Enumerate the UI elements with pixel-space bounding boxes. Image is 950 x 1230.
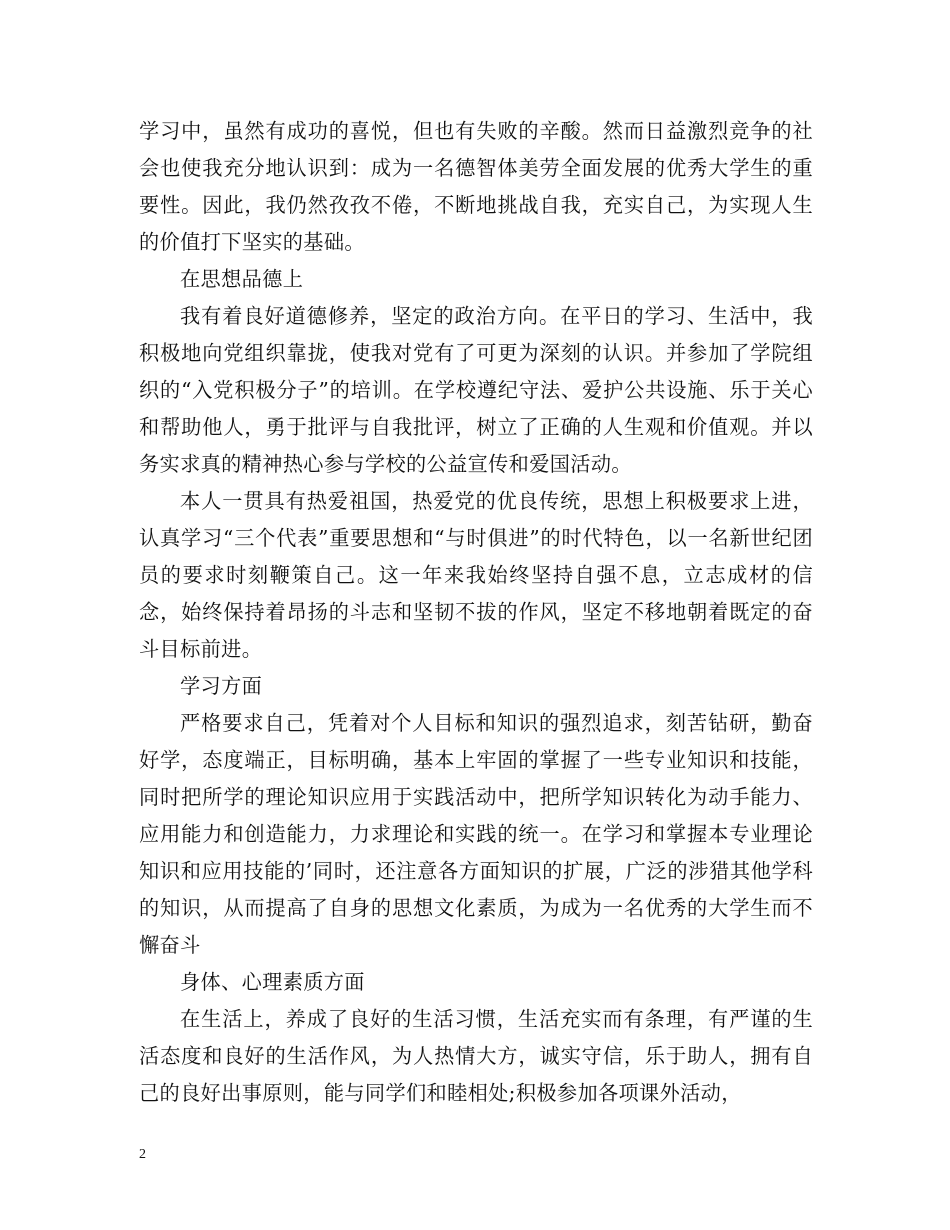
paragraph-moral-2: 本人一贯具有热爱祖国，热爱党的优良传统，思想上积极要求上进，认真学习“三个代表”重要思想和“与时俱进”的时代特色，以一名新世纪团员的要求时刻鞭策自己。这一年来我始终坚持自强不息，立志成材的信念，始终保持着昂扬的斗志和坚韧不拔的作风，坚定不移地朝着既定的奋斗目标前进。	[139, 489, 813, 661]
section-heading-study: 学习方面	[180, 674, 263, 698]
document-body	[139, 113, 813, 1112]
section-heading-health: 身体、心理素质方面	[180, 970, 365, 994]
paragraph-health: 在生活上，养成了良好的生活习惯，生活充实而有条理，有严谨的生活态度和良好的生活作风，为人热情大方，诚实守信，乐于助人，拥有自己的良好出事原则，能与同学们和睦相处;积极参加各项课外活动，	[139, 1007, 813, 1105]
paragraph-intro: 学习中，虽然有成功的喜悦，但也有失败的辛酸。然而日益激烈竞争的社会也使我充分地认识到：成为一名德智体美劳全面发展的优秀大学生的重要性。因此，我仍然孜孜不倦，不断地挑战自我，充实自己，为实现人生的价值打下坚实的基础。	[139, 119, 813, 254]
page-number: 2	[139, 1147, 146, 1162]
section-heading-moral: 在思想品德上	[180, 267, 304, 291]
paragraph-study: 严格要求自己，凭着对个人目标和知识的强烈追求，刻苦钻研，勤奋好学，态度端正，目标明确，基本上牢固的掌握了一些专业知识和技能，同时把所学的理论知识应用于实践活动中，把所学知识转化为动手能力、应用能力和创造能力，力求理论和实践的统一。在学习和掌握本专业理论知识和应用技能的’同时，还注意各方面知识的扩展，广泛的涉猎其他学科的知识，从而提高了自身的思想文化素质，为成为一名优秀的大学生而不懈奋斗	[139, 711, 813, 957]
paragraph-moral-1: 我有着良好道德修养，坚定的政治方向。在平日的学习、生活中，我积极地向党组织靠拢，使我对党有了可更为深刻的认识。并参加了学院组织的“入党积极分子”的培训。在学校遵纪守法、爱护公共设施、乐于关心和帮助他人，勇于批评与自我批评，树立了正确的人生观和价值观。并以务实求真的精神热心参与学校的公益宣传和爱国活动。	[139, 304, 813, 476]
